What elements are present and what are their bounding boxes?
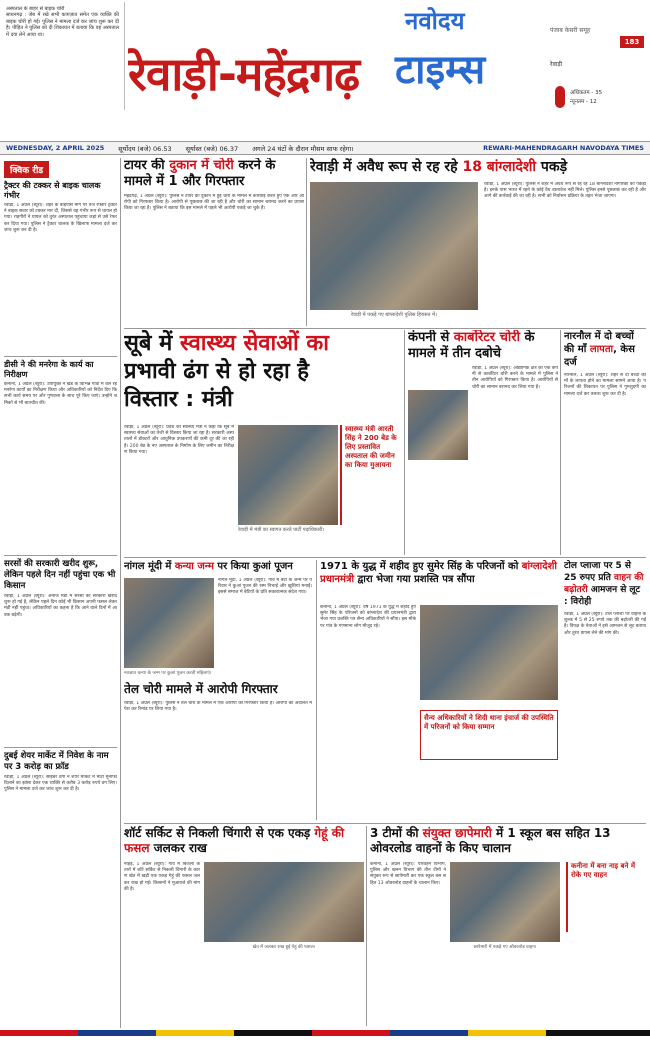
headline: कंपनी से कार्बोरेटर चोरी के मामले में तीन दबोचे — [408, 330, 535, 361]
story-fire — [124, 826, 364, 1026]
story-bangladeshi — [310, 158, 646, 326]
photo-caption: खेत में जलकर राख हुई गेहूं की फसल। — [252, 945, 316, 950]
story-carburetor — [408, 330, 558, 550]
divider — [4, 747, 117, 748]
divider — [124, 2, 125, 110]
photo-caption: रेवाड़ी में मंत्री का स्वागत करते पार्टी पदाधिकारी। — [238, 527, 325, 533]
quick-read-story3-title: सरसों की सरकारी खरीद शुरू, लेकिन पहले दिन नहीं पहुंचा एक भी किसान — [4, 559, 116, 591]
headline: नारनौल में दो बच्चों की माँ लापता, केस दर्ज — [564, 331, 635, 368]
story-body: रेवाड़ी, 1 अप्रैल (ब्यूरो): औद्योगिक क्षेत्र की एक कंपनी से कार्बोरेटर चोरी करने के मामले में पुलिस ने तीन आरोपियों को गिरफ्तार किया है। आरोपियों से चोरी का सामान बरामद कर लिया गया है। — [472, 366, 558, 390]
weather-city: रेवाड़ी — [550, 61, 563, 68]
health-sidebar: स्वास्थ्य मंत्री आरती सिंह ने 200 बेड के लिए प्रस्तावित अस्पताल की जमीन का किया मुआयना — [340, 425, 400, 525]
divider — [124, 557, 646, 558]
date: WEDNESDAY, 2 APRIL 2025 — [6, 144, 105, 152]
page-number-badge: 183 — [620, 36, 644, 48]
story-raid — [370, 826, 646, 1026]
headline: रेवाड़ी में अवैध रूप से रह रहे 18 बांग्लादेशी पकड़े — [310, 159, 568, 175]
quick-read-label: क्विक रीड — [4, 161, 49, 178]
health-photo — [238, 425, 338, 525]
brand-tag: पंजाब केसरी समूह — [550, 27, 591, 34]
quick-read-story4-title: दुबई शेयर मार्केट में निवेश के नाम पर 3 करोड़ का फ्रॉड — [4, 751, 109, 772]
masthead-title-part1: रेवाड़ी-महेंद्रगढ़ — [128, 47, 360, 101]
divider — [404, 330, 405, 555]
sunset: सूर्यास्त (बजे) 06.37 — [185, 144, 239, 153]
divider — [4, 555, 117, 556]
divider — [316, 560, 317, 820]
raid-sidebar: कनीना में बना नाइ बने में रोके गए वाहन — [566, 862, 646, 932]
divider — [560, 330, 561, 555]
quick-read-column — [4, 158, 117, 1028]
divider — [4, 356, 117, 357]
story-body: नाहड़, 1 अप्रैल (ब्यूरो): गांव में बिजली के तारों में शॉर्ट सर्किट से निकली चिंगारी के कारण खेत में खड़ी एक एकड़ गेहूं की फसल जलकर राख हो गई। किसानों ने मुआवजे की मांग की है। — [124, 862, 200, 892]
masthead — [0, 0, 650, 112]
quick-read-story1-body: रेवाड़ी, 1 अप्रैल (ब्यूरो): शहर के बाईपास मार्ग पर तेज रफ्तार ट्रैक्टर ने बाइक सवार को टक्कर मार दी, जिससे वह गंभीर रूप से घायल हो गया। राहगीरों ने घायल को तुरंत अस्पताल पहुंचाया जहां से उसे रेफर कर दिया गया। पुलिस ने ट्रैक्टर चालक के खिलाफ मामला दर्ज कर जांच शुरू कर दी है। — [4, 203, 117, 233]
story-narnaul — [564, 330, 646, 550]
headline: टोल प्लाजा पर 5 से 25 रुपए प्रति वाहन की बढ़ोतरी आमजन से लूट : विरोही — [564, 561, 644, 607]
nangal-photo — [124, 578, 214, 668]
headline: शॉर्ट सर्किट से निकली चिंगारी से एक एकड़ गेहूं की फसल जलकर राख — [124, 826, 345, 855]
headline: 1971 के युद्ध में शहीद हुए सुमेर सिंह के परिजनों को बांग्लादेशी प्रधानमंत्री द्वारा भेजा गया प्रशस्ति पत्र सौंपा — [320, 561, 557, 585]
fire-photo — [204, 862, 364, 942]
divider — [124, 823, 646, 824]
story-body: कनीना, 1 अप्रैल (ब्यूरो): वर्ष 1971 के युद्ध में शहीद हुए सुमेर सिंह के परिजनों को बांग्लादेश की प्रधानमंत्री द्वारा भेजा गया प्रशस्ति पत्र सैन्य अधिकारियों ने सौंपा। इस मौके पर गांव के गणमान्य लोग मौजूद रहे। — [320, 605, 416, 629]
story-body: नारनौल, 1 अप्रैल (ब्यूरो): शहर से दो बच्चों की माँ के लापता होने का मामला सामने आया है। परिजनों की शिकायत पर पुलिस ने गुमशुदगी का मामला दर्ज कर तलाश शुरू कर दी है। — [564, 373, 646, 397]
headline: 3 टीमों की संयुक्त छापेमारी में 1 स्कूल बस सहित 13 ओवरलोड वाहनों के किए चालान — [370, 826, 611, 855]
story-health-headline — [124, 330, 334, 420]
carburetor-photo — [408, 390, 468, 460]
health-body-col1: रेवाड़ी, 1 अप्रैल (ब्यूरो): प्रदेश की स्वास्थ्य मंत्री ने कहा कि सूबे में स्वास्थ्य सेवाओं का तेजी से विस्तार किया जा रहा है। सरकारी अस्पतालों में डॉक्टरों और आधुनिक उपकरणों की कमी दूर की जा रही है। 200 बेड के नए अस्पताल के निर्माण के लिए जमीन का निरीक्षण किया गया। — [124, 425, 234, 455]
sunrise: सूर्योदय (बजे) 06.53 — [118, 144, 172, 153]
divider — [306, 158, 307, 326]
story-1971 — [320, 560, 560, 820]
quick-read-story2-body: कनीना, 1 अप्रैल (ब्यूरो): उपायुक्त ने खंड के विभिन्न गांवों में चल रहे मनरेगा कार्यों का निरीक्षण किया और अधिकारियों को निर्देश दिए कि सभी कार्य समय पर और गुणवत्ता के साथ पूरे किए जाएं। उन्होंने श्रमिकों से भी बातचीत की। — [4, 382, 117, 406]
quick-read-story3-body: रेवाड़ी, 1 अप्रैल (ब्यूरो): अनाज मंडी में सरसों की सरकारी खरीद शुरू हो गई है, लेकिन पहले दिन कोई भी किसान अपनी फसल लेकर मंडी नहीं पहुंचा। अधिकारियों का कहना है कि आने वाले दिनों में आवक बढ़ेगी। — [4, 594, 117, 618]
masthead-left-brief — [6, 6, 119, 112]
story-toll — [564, 560, 646, 820]
masthead-title-part2: टाइम्स — [395, 40, 535, 100]
color-registration-strip — [0, 1030, 650, 1036]
headline: नांगल मूंदी में कन्या जन्म पर किया कुआं पूजन — [124, 561, 293, 572]
raid-photo — [450, 862, 560, 942]
edition: REWARI-MAHENDRAGARH NAVODAYA TIMES — [483, 144, 644, 152]
story-body: रेवाड़ी, 1 अप्रैल (ब्यूरो): पुलिस ने शहर में अवैध रूप से रह रहे 18 बांग्लादेशी नागरिकों को पकड़ा है। इनके पास भारत में रहने के कोई वैध दस्तावेज नहीं मिले। पुलिस इनसे पूछताछ कर रही है और आगे की कार्रवाई की जा रही है। सभी को निर्वासन प्रक्रिया के तहत भेजा जाएगा। — [484, 182, 646, 200]
war1971-sidebar: सैन्य अधिकारियों ने शिदी थाना इंचार्ज की उपस्थिति में परिजनों को किया सम्मान — [420, 710, 558, 760]
divider — [366, 826, 367, 1026]
headline: सूबे में स्वास्थ्य सेवाओं का प्रभावी ढंग से हो रहा है विस्तार : मंत्री — [124, 331, 329, 412]
photo-caption: नवजात कन्या के जन्म पर कुआं पूजन करती महिलाएं। — [124, 671, 212, 676]
story-oil-theft — [124, 682, 312, 822]
story-body: कनीना, 1 अप्रैल (ब्यूरो): परिवहन विभाग, पुलिस और खनन विभाग की तीन टीमों ने संयुक्त रूप से छापेमारी कर एक स्कूल बस सहित 13 ओवरलोड वाहनों के चालान किए। — [370, 862, 446, 886]
war1971-photo — [420, 605, 558, 700]
photo-caption: छापेमारी में पकड़े गए ओवरलोड वाहन। — [473, 945, 537, 950]
story-tyre-shop — [124, 158, 304, 326]
headline: तेल चोरी मामले में आरोपी गिरफ्तार — [124, 682, 278, 696]
headline: टायर की दुकान में चोरी करने के मामले में 1 और गिरफ्तार — [124, 158, 276, 189]
quick-read-story2-title: डीसी ने की मनरेगा के कार्य का निरीक्षण — [4, 360, 94, 379]
divider — [120, 158, 121, 1028]
divider — [124, 328, 646, 329]
story-body: रेवाड़ी, 1 अप्रैल (ब्यूरो): टोल प्लाजा पर वाहनों के शुल्क में 5 से 25 रुपये तक की बढ़ोतरी की गई है। विपक्ष के नेताओं ने इसे आमजन से लूट बताया और तुरंत वापस लेने की मांग की। — [564, 612, 646, 636]
masthead-left-text: अस्पताल के बाहर से बाइक चोरी साधनगढ़ : जेब में रखे सभी काग़ज़ात समेत एक व्यक्ति की बाइक चोरी हो गई। पुलिस ने मामला दर्ज कर जांच शुरू कर दी है। पीड़ित ने पुलिस को दी शिकायत में बताया कि वह अस्पताल में दवा लेने आया था। — [6, 6, 119, 38]
quick-read-story1-title: ट्रैक्टर की टक्कर से बाइक चालक गंभीर — [4, 181, 101, 200]
quick-read-story4-body: रेवाड़ी, 1 अप्रैल (ब्यूरो): साइबर ठगों ने शेयर मार्केट में मोटा मुनाफा दिलाने का झांसा देकर एक व्यक्ति से करीब 3 करोड़ रुपये ठग लिए। पुलिस ने मामला दर्ज कर जांच शुरू कर दी है। — [4, 775, 117, 793]
story-body: रेवाड़ी, 1 अप्रैल (ब्यूरो): पुलिस ने तेल चोरी के मामले में एक आरोपी को गिरफ्तार किया है। आरोपी को अदालत में पेश कर रिमांड पर लिया गया है। — [124, 701, 312, 713]
dateline-bar — [0, 141, 650, 155]
temp-max: अधिकतम - 35 — [570, 90, 603, 96]
bangladeshi-photo — [310, 182, 478, 310]
story-nangal — [124, 560, 312, 680]
weather-line: अगले 24 घंटों के दौरान मौसम साफ रहेगा। — [252, 144, 354, 153]
photo-caption: रेवाड़ी में पकड़े गए बांग्लादेशी पुलिस हिरासत में। — [350, 312, 438, 318]
temp-min: न्यूनतम - 12 — [570, 99, 597, 105]
story-body: नांगल मूंदी, 1 अप्रैल (ब्यूरो): गांव में बेटी के जन्म पर परिवार ने कुआं पूजन की रस्म निभाई और खुशियां मनाईं। इससे समाज में बेटियों के प्रति सकारात्मक संदेश गया। — [218, 578, 312, 596]
masthead-logo-text: नवोदय — [405, 7, 465, 35]
story-body: महेंद्रगढ़, 1 अप्रैल (ब्यूरो): पुलिस ने टायर की दुकान में हुई चोरी के मामले में कार्रवाई करते हुए एक और आरोपी को गिरफ्तार किया है। आरोपी से पूछताछ की जा रही है और चोरी का सामान बरामद करने का प्रयास किया जा रहा है। पुलिस ने बताया कि इस मामले में पहले भी आरोपी पकड़े जा चुके हैं। — [124, 194, 304, 212]
thermometer-icon — [555, 86, 565, 108]
